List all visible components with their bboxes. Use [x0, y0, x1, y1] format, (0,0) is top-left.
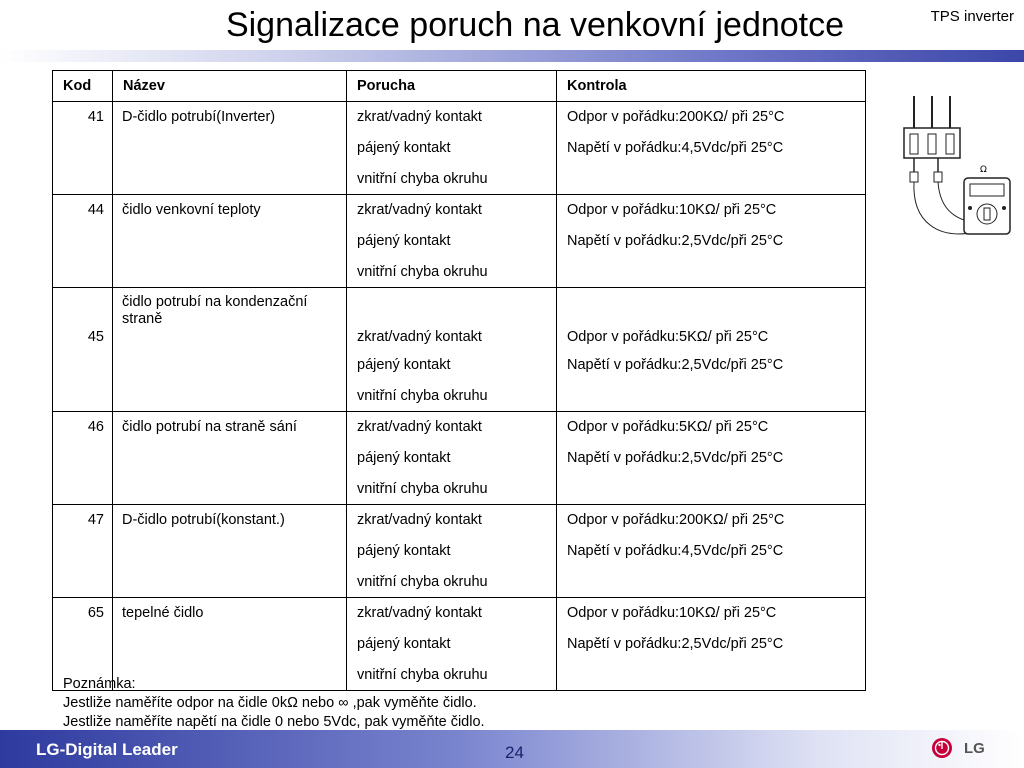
fault-cell: vnitřní chyba okruhu	[347, 660, 557, 691]
table-row	[53, 195, 866, 226]
table-row	[53, 443, 866, 474]
table-row	[53, 381, 866, 412]
name-cell: tepelné čidlo	[113, 598, 347, 629]
name-cell	[113, 164, 347, 195]
name-cell	[113, 381, 347, 412]
name-cell	[113, 133, 347, 164]
check-cell: Napětí v pořádku:2,5Vdc/při 25°C	[557, 629, 866, 660]
name-cell	[113, 257, 347, 288]
code-cell: 45	[53, 288, 113, 350]
check-cell: Odpor v pořádku:5KΩ/ při 25°C	[557, 412, 866, 443]
check-cell: Napětí v pořádku:4,5Vdc/při 25°C	[557, 133, 866, 164]
note-block	[63, 675, 485, 732]
table-row	[53, 598, 866, 629]
table-row	[53, 164, 866, 195]
name-cell: čidlo venkovní teploty	[113, 195, 347, 226]
name-cell	[113, 443, 347, 474]
ohm-symbol: Ω	[980, 165, 987, 175]
check-cell: Odpor v pořádku:200KΩ/ při 25°C	[557, 102, 866, 133]
note-label: Poznámka:	[63, 676, 136, 692]
code-cell	[53, 474, 113, 505]
fault-cell: zkrat/vadný kontakt	[347, 412, 557, 443]
check-cell: Odpor v pořádku:5KΩ/ při 25°C	[557, 288, 866, 350]
code-cell: 65	[53, 598, 113, 629]
fault-cell: vnitřní chyba okruhu	[347, 381, 557, 412]
fault-cell: pájený kontakt	[347, 629, 557, 660]
check-cell	[557, 164, 866, 195]
code-cell: 44	[53, 195, 113, 226]
code-cell	[53, 133, 113, 164]
table-row	[53, 412, 866, 443]
check-cell: Napětí v pořádku:2,5Vdc/při 25°C	[557, 226, 866, 257]
header-porucha: Porucha	[347, 71, 557, 102]
check-cell	[557, 660, 866, 691]
table-row	[53, 536, 866, 567]
fault-cell: zkrat/vadný kontakt	[347, 102, 557, 133]
lg-logo-text: LG	[964, 740, 985, 757]
fault-cell: zkrat/vadný kontakt	[347, 505, 557, 536]
table-row	[53, 288, 866, 350]
check-cell: Napětí v pořádku:2,5Vdc/při 25°C	[557, 443, 866, 474]
name-cell	[113, 536, 347, 567]
fault-cell: zkrat/vadný kontakt	[347, 598, 557, 629]
sensor-meter-diagram	[898, 92, 1016, 252]
page-number: 24	[505, 743, 524, 762]
check-cell	[557, 381, 866, 412]
fault-cell: zkrat/vadný kontakt	[347, 288, 557, 350]
check-cell: Napětí v pořádku:4,5Vdc/při 25°C	[557, 536, 866, 567]
check-cell: Napětí v pořádku:2,5Vdc/při 25°C	[557, 350, 866, 381]
code-cell	[53, 381, 113, 412]
title-underline-bar	[0, 50, 1024, 62]
table-row	[53, 226, 866, 257]
footer-brand-text: LG-Digital Leader	[36, 740, 178, 759]
table-row	[53, 350, 866, 381]
fault-cell: pájený kontakt	[347, 350, 557, 381]
code-cell	[53, 350, 113, 381]
name-cell	[113, 629, 347, 660]
fault-cell: vnitřní chyba okruhu	[347, 164, 557, 195]
name-cell: D-čidlo potrubí(Inverter)	[113, 102, 347, 133]
name-cell	[113, 474, 347, 505]
code-cell: 41	[53, 102, 113, 133]
name-cell: D-čidlo potrubí(konstant.)	[113, 505, 347, 536]
check-cell: Odpor v pořádku:10KΩ/ při 25°C	[557, 598, 866, 629]
name-cell	[113, 567, 347, 598]
header-kontrola: Kontrola	[557, 71, 866, 102]
name-cell: čidlo potrubí na straně sání	[113, 412, 347, 443]
corner-tag: TPS inverter	[930, 8, 1014, 25]
code-cell	[53, 257, 113, 288]
name-cell: čidlo potrubí na kondenzační straně	[113, 288, 347, 350]
code-cell	[53, 443, 113, 474]
note-line: Jestliže naměříte odpor na čidle 0kΩ nebo ∞ ,pak vyměňte čidlo.	[63, 695, 477, 711]
table-row	[53, 505, 866, 536]
fault-cell: zkrat/vadný kontakt	[347, 195, 557, 226]
code-cell	[53, 536, 113, 567]
fault-cell: pájený kontakt	[347, 536, 557, 567]
table-row	[53, 474, 866, 505]
table-header-row	[53, 71, 866, 102]
code-cell: 47	[53, 505, 113, 536]
fault-cell: pájený kontakt	[347, 443, 557, 474]
header-nazev: Název	[113, 71, 347, 102]
fault-cell: pájený kontakt	[347, 226, 557, 257]
fault-table-body	[53, 102, 866, 691]
check-cell	[557, 474, 866, 505]
code-cell	[53, 629, 113, 660]
header-kod: Kod	[53, 71, 113, 102]
name-cell	[113, 350, 347, 381]
table-row	[53, 567, 866, 598]
fault-table	[52, 70, 866, 691]
name-cell	[113, 226, 347, 257]
code-cell: 46	[53, 412, 113, 443]
check-cell	[557, 567, 866, 598]
table-row	[53, 102, 866, 133]
fault-cell: pájený kontakt	[347, 133, 557, 164]
fault-cell: vnitřní chyba okruhu	[347, 474, 557, 505]
table-row	[53, 629, 866, 660]
check-cell: Odpor v pořádku:200KΩ/ při 25°C	[557, 505, 866, 536]
code-cell	[53, 567, 113, 598]
code-cell	[53, 164, 113, 195]
check-cell: Odpor v pořádku:10KΩ/ při 25°C	[557, 195, 866, 226]
fault-cell: vnitřní chyba okruhu	[347, 257, 557, 288]
note-line: Jestliže naměříte napětí na čidle 0 nebo 5Vdc, pak vyměňte čidlo.	[63, 714, 485, 730]
table-row	[53, 133, 866, 164]
table-row	[53, 257, 866, 288]
fault-cell: vnitřní chyba okruhu	[347, 567, 557, 598]
code-cell	[53, 226, 113, 257]
page-title: Signalizace poruch na venkovní jednotce	[225, 6, 845, 44]
check-cell	[557, 257, 866, 288]
